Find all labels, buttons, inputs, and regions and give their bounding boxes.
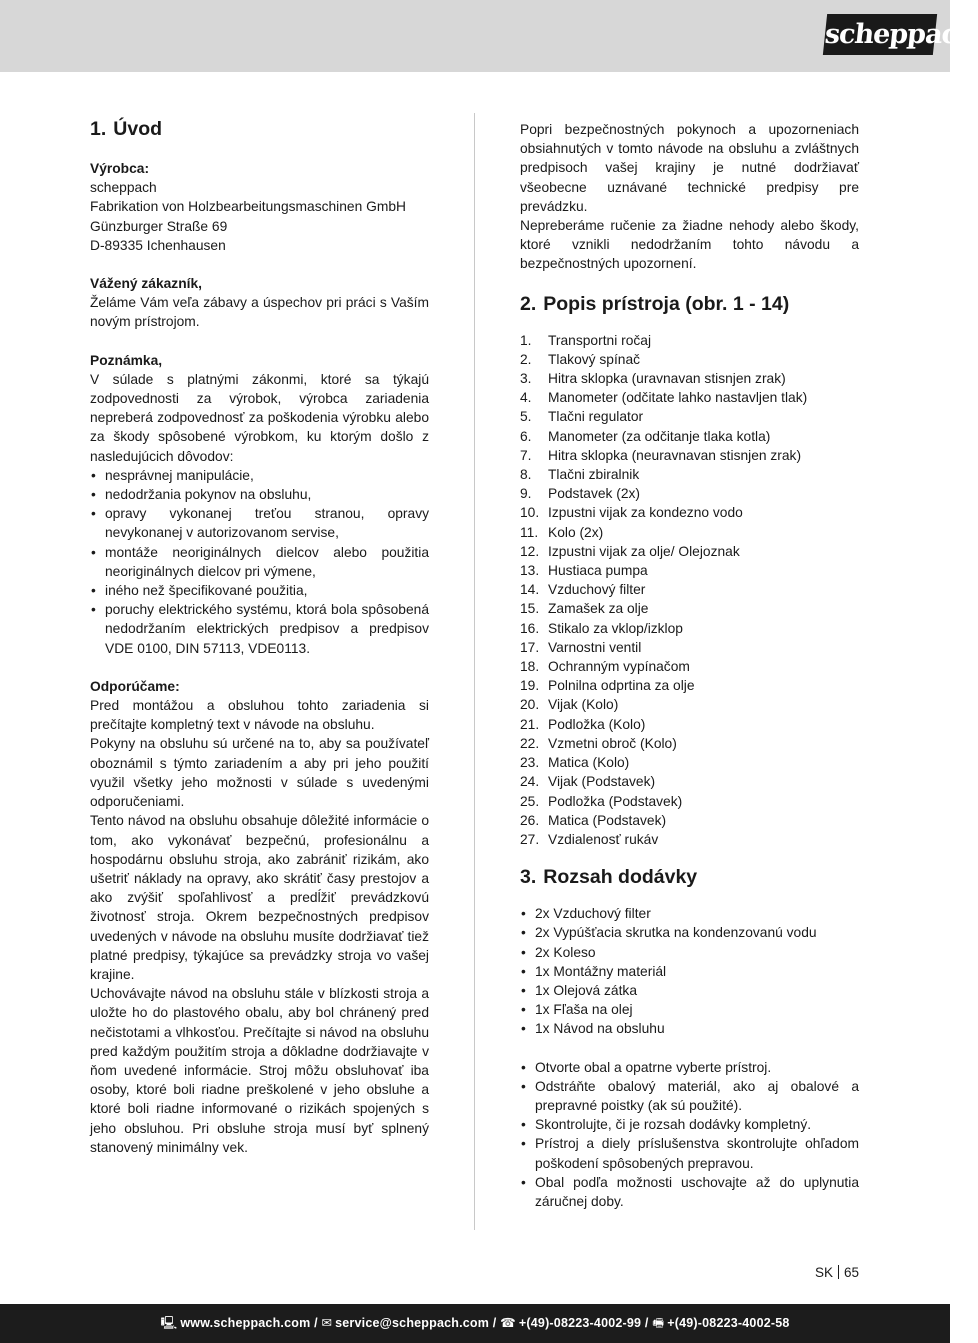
- part-item: 12. Izpustni vijak za olje/ Olejoznak: [520, 543, 740, 559]
- page-number: SK 65: [814, 1265, 859, 1280]
- list-item: • 1x Montážny materiál: [520, 962, 859, 981]
- note-text: V súlade s platnými zákonmi, ktoré sa týkajú zodpovednosti za výrobok, výrobca zariadenia nepreberá zodpovednosť za poškodenia výrobku alebo za škody spôsobené výrobkom, ku ktorým došlo z nasledujúcich dôvodov:: [90, 371, 429, 464]
- recommend-paragraph: Uchovávajte návod na obsluhu stále v blízkosti stroja a uložte ho do plastového obalu, aby bol chránený pred nečistotami a vlhkosťou. Prečítajte si návod na obsluhu pred každým použitím stroja a dôkladne dodržiavajte v ňom uvedené informácie. Stroj môžu obsluhovať iba osoby, ktoré boli riadne preškolené v jeho obsluhe a ktoré boli riadne informované o rizikách spojených s jeho obsluhou. Pri obsluhe stroja musí byť splnený stanovený minimálny vek.: [90, 986, 429, 1155]
- column-divider: [474, 113, 475, 1230]
- list-item: • 1x Návod na obsluhu: [520, 1019, 859, 1038]
- recommend-paragraph: Pokyny na obsluhu sú určené na to, aby sa používateľ oboznámil s týmto zariadením a aby pri jeho použití využil všetky jeho možnosti v súlade s uvedenými odporučeniami.: [90, 736, 429, 810]
- part-item: 6. Manometer (za odčitanje tlaka kotla): [520, 428, 771, 444]
- part-item: 24. Vijak (Podstavek): [520, 774, 656, 790]
- part-item: 23. Matica (Kolo): [520, 755, 630, 771]
- right-column: [520, 120, 859, 1211]
- part-item: 15. Zamašek za olje: [520, 601, 649, 617]
- part-item: 17. Varnostni ventil: [520, 639, 642, 655]
- phone-icon: ☎: [500, 1316, 516, 1330]
- mail-icon: ✉: [321, 1316, 333, 1330]
- part-item: 3. Hitra sklopka (uravnavan stisnjen zrak): [520, 371, 786, 387]
- part-item: 27. Vzdialenosť rukáv: [520, 831, 659, 847]
- recommend-paragraph: Pred montážou a obsluhou tohto zariadenia si prečítajte kompletný text v návode na obsluhu.: [90, 698, 429, 733]
- footer-phone: +(49)-08223-4002-99 /: [518, 1316, 649, 1330]
- part-item: 22. Vzmetni obroč (Kolo): [520, 735, 677, 751]
- intro-paragraph: Popri bezpečnostných pokynoch a upozorneniach obsiahnutých v tomto návode na obsluhu a zvláštnych predpisoch vašej krajiny je nutné dodržiavať všeobecne uznávané technické predpisy pre prevádzku.: [520, 122, 859, 214]
- recommend-label: Odporúčame:: [90, 678, 180, 694]
- list-item: • nesprávnej manipulácie,: [90, 466, 429, 485]
- list-item: • 2x Vypúšťacia skrutka na kondenzovanú vodu: [520, 923, 859, 942]
- list-item: • iného než špecifikované použitia,: [90, 581, 429, 600]
- note-label: Poznámka,: [90, 352, 163, 368]
- part-item: 21. Podložka (Kolo): [520, 716, 646, 732]
- page-footer: [0, 1304, 950, 1343]
- delivery-list: [520, 904, 859, 1038]
- list-item: • poruchy elektrického systému, ktorá bola spôsobená nedodržaním elektrických predpisov a predpisov VDE 0100, DIN 57113, VDE0113.: [90, 600, 429, 658]
- manufacturer-label: Výrobca:: [90, 161, 150, 176]
- footer-mail[interactable]: service@scheppach.com /: [335, 1316, 497, 1330]
- part-item: 10. Izpustni vijak za kondezno vodo: [520, 505, 743, 521]
- recommend-paragraph: Tento návod na obsluhu obsahuje dôležité informácie o tom, ako vykonávať bezpečnú, profesionálnu a hospodárnu obsluhu stroja, ako zabrániť rizikám, ako ušetriť náklady na opravy, ako skrátiť časy prestojov a ako zvýšiť spoľahlivosť a predĺžiť prevádzkovú životnosť stroja. Okrem bezpečnostných predpisov uvedených v návode na obsluhu musíte dodržiavať tiež platné predpisy, týkajúce sa prevádzky stroja vo vašej krajine.: [90, 813, 429, 982]
- scheppach-logo: scheppach: [823, 14, 937, 55]
- customer-text: Želáme Vám veľa zábavy a úspechov pri práci s Vaším novým prístrojom.: [90, 295, 429, 330]
- part-item: 13. Hustiaca pumpa: [520, 563, 648, 579]
- part-item: 25. Podložka (Podstavek): [520, 793, 683, 809]
- part-item: 8. Tlačni zbiralnik: [520, 467, 640, 483]
- list-item: • nedodržania pokynov na obsluhu,: [90, 485, 429, 504]
- page-header: [0, 0, 978, 72]
- part-item: 11. Kolo (2x): [520, 524, 604, 540]
- customer-label: Vážený zákazník,: [90, 276, 202, 292]
- fax-icon: 🖷: [652, 1316, 665, 1330]
- intro-paragraph: Nepreberáme ručenie za žiadne nehody alebo škody, ktoré vznikli nedodržaním tohto návodu a bezpečnostných upozornení.: [520, 218, 859, 272]
- part-item: 19. Polnilna odprtina za olje: [520, 678, 695, 694]
- list-item: • Prístroj a diely príslušenstva skontrolujte ohľadom poškodení spôsobených prepravou.: [520, 1134, 859, 1172]
- manufacturer-address: scheppach Fabrikation von Holzbearbeitungsmaschinen GmbH Günzburger Straße 69 D-89335 Ichenhausen: [90, 180, 406, 253]
- parts-list: [520, 331, 859, 849]
- list-item: • Otvorte obal a opatrne vyberte prístroj.: [520, 1058, 859, 1077]
- list-item: • montáže neoriginálnych dielcov alebo použitia neoriginálnych dielcov pri výmene,: [90, 543, 429, 581]
- monitor-icon: 🖳: [160, 1316, 178, 1330]
- list-item: • 1x Olejová zátka: [520, 981, 859, 1000]
- section-parts-heading: 2. Popis prístroja (obr. 1 - 14): [520, 292, 790, 315]
- part-item: 4. Manometer (odčitate lahko nastavljen tlak): [520, 390, 808, 406]
- list-item: • Obal podľa možnosti uschovajte až do uplynutia záručnej doby.: [520, 1173, 859, 1211]
- part-item: 7. Hitra sklopka (neuravnavan stisnjen zrak): [520, 447, 802, 463]
- list-item: • 2x Vzduchový filter: [520, 904, 859, 923]
- section-intro-heading: 1. Úvod: [90, 118, 163, 140]
- part-item: 14. Vzduchový filter: [520, 582, 646, 598]
- section-scope-heading: 3. Rozsah dodávky: [520, 866, 698, 889]
- list-item: • 1x Fľaša na olej: [520, 1000, 859, 1019]
- liability-list: [90, 466, 429, 658]
- footer-web[interactable]: www.scheppach.com /: [180, 1316, 318, 1330]
- part-item: 2. Tlakový spínač: [520, 351, 641, 367]
- part-item: 9. Podstavek (2x): [520, 486, 641, 502]
- part-item: 18. Ochranným vypínačom: [520, 659, 690, 675]
- footer-fax: +(49)-08223-4002-58: [667, 1316, 790, 1330]
- left-column: [90, 117, 429, 1157]
- list-item: • Skontrolujte, či je rozsah dodávky kompletný.: [520, 1115, 859, 1134]
- part-item: 20. Vijak (Kolo): [520, 697, 619, 713]
- part-item: 16. Stikalo za vklop/izklop: [520, 620, 683, 636]
- part-item: 26. Matica (Podstavek): [520, 812, 667, 828]
- list-item: • 2x Koleso: [520, 943, 859, 962]
- unpacking-steps: [520, 1058, 859, 1212]
- list-item: • opravy vykonanej treťou stranou, opravy nevykonanej v autorizovanom servise,: [90, 504, 429, 542]
- part-item: 5. Tlačni regulator: [520, 409, 644, 425]
- part-item: 1. Transportni ročaj: [520, 332, 652, 348]
- list-item: • Odstráňte obalový materiál, ako aj obalové a prepravné poistky (ak sú použité).: [520, 1077, 859, 1115]
